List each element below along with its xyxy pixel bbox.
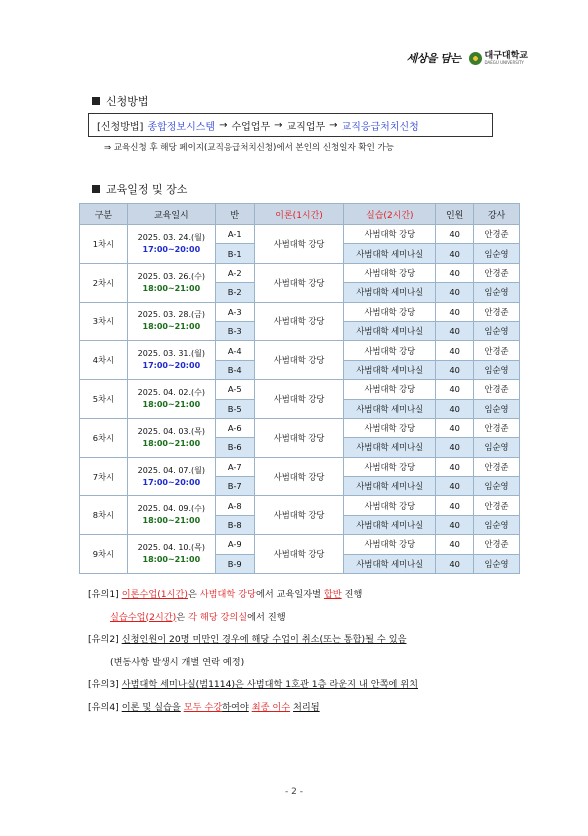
header-practice: 실습(2시간) xyxy=(344,204,436,225)
count-b-cell: 40 xyxy=(436,399,474,418)
table-row xyxy=(80,457,520,476)
instructor-b-cell: 임순영 xyxy=(474,283,520,302)
note-1-text-b: 에서 교육일자별 xyxy=(255,589,321,600)
practice-b-cell: 사범대학 세미나실 xyxy=(344,321,436,340)
session-cell: 6차시 xyxy=(80,418,128,457)
section-title-method xyxy=(92,93,149,109)
instructor-a-cell: 안경준 xyxy=(474,263,520,282)
date-text: 2025. 04. 02.(수) xyxy=(137,388,206,398)
method-note: ⇒ 교육신청 후 해당 페이지(교직응급처치신청)에서 본인의 신청일자 확인 가능 xyxy=(104,143,394,153)
date-text: 2025. 04. 07.(월) xyxy=(137,465,206,475)
session-cell: 9차시 xyxy=(80,535,128,574)
note-1-place: 사범대학 강당 xyxy=(199,589,256,600)
practice-a-cell: 사범대학 강당 xyxy=(344,263,436,282)
header-count: 인원 xyxy=(436,204,474,225)
practice-b-cell: 사범대학 세미나실 xyxy=(344,244,436,263)
note-4-text-a: 이론 및 실습을 xyxy=(121,701,181,713)
header-datetime: 교육일시 xyxy=(127,204,215,225)
university-name-en: DAEGU UNIVERSITY xyxy=(484,59,524,65)
instructor-a-cell: 안경준 xyxy=(474,380,520,399)
instructor-a-cell: 안경준 xyxy=(474,535,520,554)
table-header-row xyxy=(80,204,520,225)
datetime-cell xyxy=(127,341,215,380)
method-step-2: 수업업무 xyxy=(231,121,271,133)
time-text: 18:00~21:00 xyxy=(142,516,201,526)
note-2 xyxy=(88,629,418,652)
count-b-cell: 40 xyxy=(436,283,474,302)
theory-cell: 사범대학 강당 xyxy=(254,225,344,264)
instructor-a-cell: 안경준 xyxy=(474,302,520,321)
practice-a-cell: 사범대학 강당 xyxy=(344,418,436,437)
note-1 xyxy=(88,584,418,607)
arrow-icon: → xyxy=(219,119,228,131)
instructor-a-cell: 안경준 xyxy=(474,457,520,476)
method-step-1: 종합정보시스템 xyxy=(147,121,216,133)
class-b-cell: B-2 xyxy=(215,283,254,302)
note-1-practice: 실습수업(2시간) xyxy=(110,611,177,623)
class-a-cell: A-5 xyxy=(215,380,254,399)
count-a-cell: 40 xyxy=(436,225,474,244)
theory-cell: 사범대학 강당 xyxy=(254,535,344,574)
table-row xyxy=(80,341,520,360)
class-b-cell: B-1 xyxy=(215,244,254,263)
theory-cell: 사범대학 강당 xyxy=(254,418,344,457)
instructor-b-cell: 임순영 xyxy=(474,438,520,457)
class-b-cell: B-8 xyxy=(215,515,254,534)
count-a-cell: 40 xyxy=(436,535,474,554)
date-text: 2025. 04. 10.(목) xyxy=(137,543,206,553)
time-text: 18:00~21:00 xyxy=(142,555,201,565)
class-a-cell: A-2 xyxy=(215,263,254,282)
time-text: 18:00~21:00 xyxy=(142,283,201,293)
note-4-label: [유의4] xyxy=(88,701,119,713)
datetime-cell xyxy=(127,457,215,496)
schedule-table xyxy=(79,203,520,574)
date-text: 2025. 04. 09.(수) xyxy=(137,504,206,514)
practice-b-cell: 사범대학 세미나실 xyxy=(344,438,436,457)
session-cell: 4차시 xyxy=(80,341,128,380)
note-1-label: [유의1] xyxy=(88,589,119,600)
practice-b-cell: 사범대학 세미나실 xyxy=(344,515,436,534)
class-a-cell: A-6 xyxy=(215,418,254,437)
note-4-final: 최종 이수 xyxy=(251,701,291,713)
count-b-cell: 40 xyxy=(436,244,474,263)
theory-cell: 사범대학 강당 xyxy=(254,302,344,341)
instructor-b-cell: 임순영 xyxy=(474,515,520,534)
count-a-cell: 40 xyxy=(436,418,474,437)
class-b-cell: B-5 xyxy=(215,399,254,418)
count-a-cell: 40 xyxy=(436,496,474,515)
instructor-b-cell: 임순영 xyxy=(474,244,520,263)
datetime-cell xyxy=(127,496,215,535)
university-name xyxy=(485,52,528,65)
class-b-cell: B-3 xyxy=(215,321,254,340)
note-1-line-2 xyxy=(88,607,418,630)
instructor-a-cell: 안경준 xyxy=(474,225,520,244)
university-logo xyxy=(469,52,528,65)
header-theory: 이론(1시간) xyxy=(254,204,344,225)
note-3-text: 사범대학 세미나실(범1114)은 사범대학 1호관 1층 라운지 내 안쪽에 위치 xyxy=(121,679,419,690)
note-4-text-b: 하여야 xyxy=(222,701,249,713)
time-text: 17:00~20:00 xyxy=(142,244,201,254)
square-bullet-icon xyxy=(92,185,100,193)
theory-cell: 사범대학 강당 xyxy=(254,380,344,419)
practice-a-cell: 사범대학 강당 xyxy=(344,535,436,554)
university-name-kr: 대구대학교 xyxy=(484,50,528,61)
note-2-label: [유의2] xyxy=(88,634,119,645)
date-text: 2025. 04. 03.(목) xyxy=(137,426,206,436)
arrow-icon: → xyxy=(274,119,283,131)
time-text: 18:00~21:00 xyxy=(142,322,201,332)
count-b-cell: 40 xyxy=(436,438,474,457)
theory-cell: 사범대학 강당 xyxy=(254,457,344,496)
datetime-cell xyxy=(127,535,215,574)
theory-cell: 사범대학 강당 xyxy=(254,496,344,535)
session-cell: 7차시 xyxy=(80,457,128,496)
page-number: - 2 - xyxy=(285,787,303,797)
notes xyxy=(88,584,418,719)
header-instructor: 강사 xyxy=(474,204,520,225)
square-bullet-icon xyxy=(92,97,100,105)
header-logo xyxy=(407,50,528,66)
section-title-schedule-text: 교육일정 및 장소 xyxy=(106,183,188,196)
note-2-sub: (변동사항 발생시 개별 연락 예정) xyxy=(110,656,245,668)
time-text: 17:00~20:00 xyxy=(142,477,201,487)
table-row xyxy=(80,302,520,321)
session-cell: 5차시 xyxy=(80,380,128,419)
session-cell: 1차시 xyxy=(80,225,128,264)
class-b-cell: B-9 xyxy=(215,554,254,573)
class-b-cell: B-6 xyxy=(215,438,254,457)
count-a-cell: 40 xyxy=(436,302,474,321)
table-row xyxy=(80,418,520,437)
note-1-text-a: 은 xyxy=(187,589,197,600)
datetime-cell xyxy=(127,380,215,419)
note-4-text-c: 처리됨 xyxy=(293,701,320,713)
section-title-schedule xyxy=(92,181,187,197)
count-a-cell: 40 xyxy=(436,341,474,360)
note-1-text-c: 진행 xyxy=(344,589,363,600)
header-session: 구분 xyxy=(80,204,128,225)
note-1-text-d: 은 xyxy=(176,611,186,623)
class-b-cell: B-7 xyxy=(215,477,254,496)
class-a-cell: A-9 xyxy=(215,535,254,554)
note-2-text: 신청인원이 20명 미만인 경우에 해당 수업이 취소(또는 통합)될 수 있음 xyxy=(121,634,407,645)
class-a-cell: A-4 xyxy=(215,341,254,360)
instructor-b-cell: 임순영 xyxy=(474,477,520,496)
count-b-cell: 40 xyxy=(436,515,474,534)
table-row xyxy=(80,496,520,515)
header-class: 반 xyxy=(215,204,254,225)
instructor-a-cell: 안경준 xyxy=(474,341,520,360)
class-b-cell: B-4 xyxy=(215,360,254,379)
datetime-cell xyxy=(127,418,215,457)
count-b-cell: 40 xyxy=(436,477,474,496)
theory-cell: 사범대학 강당 xyxy=(254,263,344,302)
note-1-theory: 이론수업(1시간) xyxy=(121,589,188,600)
date-text: 2025. 03. 26.(수) xyxy=(137,271,206,281)
instructor-a-cell: 안경준 xyxy=(474,496,520,515)
datetime-cell xyxy=(127,263,215,302)
class-a-cell: A-7 xyxy=(215,457,254,476)
count-b-cell: 40 xyxy=(436,554,474,573)
time-text: 17:00~20:00 xyxy=(142,361,201,371)
note-4 xyxy=(88,697,418,720)
instructor-b-cell: 임순영 xyxy=(474,360,520,379)
note-1-text-e: 에서 진행 xyxy=(247,611,286,623)
instructor-b-cell: 임순영 xyxy=(474,321,520,340)
practice-a-cell: 사범대학 강당 xyxy=(344,457,436,476)
note-1-classroom: 각 해당 강의실 xyxy=(188,611,248,623)
time-text: 18:00~21:00 xyxy=(142,438,201,448)
practice-b-cell: 사범대학 세미나실 xyxy=(344,554,436,573)
practice-b-cell: 사범대학 세미나실 xyxy=(344,360,436,379)
method-box xyxy=(88,113,493,137)
schedule-body xyxy=(80,225,520,574)
method-label: [신청방법] xyxy=(97,121,144,133)
practice-b-cell: 사범대학 세미나실 xyxy=(344,477,436,496)
session-cell: 3차시 xyxy=(80,302,128,341)
instructor-b-cell: 임순영 xyxy=(474,399,520,418)
class-a-cell: A-8 xyxy=(215,496,254,515)
slogan: 세상을 담는 xyxy=(406,52,461,65)
table-row xyxy=(80,535,520,554)
note-4-all: 모두 수강 xyxy=(183,701,223,713)
practice-a-cell: 사범대학 강당 xyxy=(344,225,436,244)
count-b-cell: 40 xyxy=(436,321,474,340)
table-row xyxy=(80,225,520,244)
count-b-cell: 40 xyxy=(436,360,474,379)
practice-a-cell: 사범대학 강당 xyxy=(344,302,436,321)
note-1-combined: 합반 xyxy=(323,589,342,600)
instructor-a-cell: 안경준 xyxy=(474,418,520,437)
datetime-cell xyxy=(127,225,215,264)
theory-cell: 사범대학 강당 xyxy=(254,341,344,380)
time-text: 18:00~21:00 xyxy=(142,400,201,410)
note-3-label: [유의3] xyxy=(88,679,119,690)
arrow-icon: → xyxy=(329,119,338,131)
section-title-method-text: 신청방법 xyxy=(106,95,149,108)
date-text: 2025. 03. 24.(월) xyxy=(137,232,206,242)
practice-b-cell: 사범대학 세미나실 xyxy=(344,399,436,418)
count-a-cell: 40 xyxy=(436,380,474,399)
class-a-cell: A-3 xyxy=(215,302,254,321)
class-a-cell: A-1 xyxy=(215,225,254,244)
session-cell: 8차시 xyxy=(80,496,128,535)
practice-b-cell: 사범대학 세미나실 xyxy=(344,283,436,302)
method-step-3: 교직업무 xyxy=(286,121,326,133)
table-row xyxy=(80,263,520,282)
note-3 xyxy=(88,674,418,697)
university-emblem-icon xyxy=(469,52,482,65)
session-cell: 2차시 xyxy=(80,263,128,302)
count-a-cell: 40 xyxy=(436,263,474,282)
method-step-4: 교직응급처치신청 xyxy=(341,121,419,133)
instructor-b-cell: 임순영 xyxy=(474,554,520,573)
table-row xyxy=(80,380,520,399)
date-text: 2025. 03. 28.(금) xyxy=(137,310,206,320)
practice-a-cell: 사범대학 강당 xyxy=(344,496,436,515)
datetime-cell xyxy=(127,302,215,341)
count-a-cell: 40 xyxy=(436,457,474,476)
date-text: 2025. 03. 31.(월) xyxy=(137,349,206,359)
practice-a-cell: 사범대학 강당 xyxy=(344,380,436,399)
practice-a-cell: 사범대학 강당 xyxy=(344,341,436,360)
